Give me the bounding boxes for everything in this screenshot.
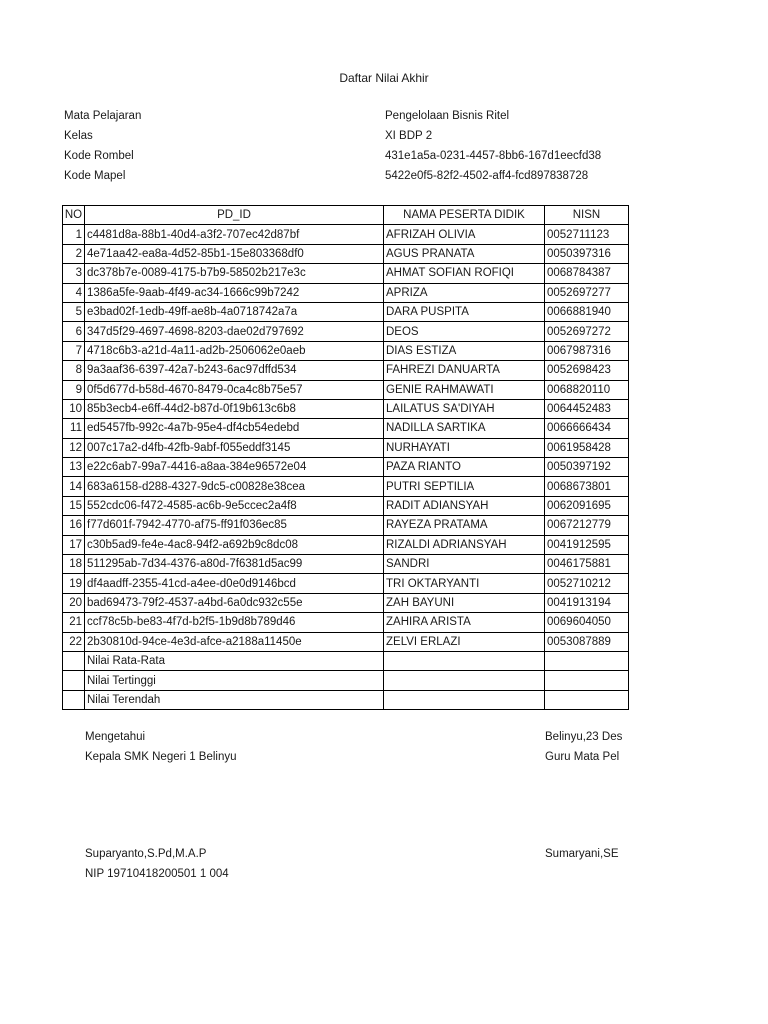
footer-place-date: Belinyu,23 Des xyxy=(545,731,623,743)
table-row xyxy=(63,283,629,302)
cell-nisn: 0068784387 xyxy=(545,264,629,283)
header-nisn: NISN xyxy=(545,206,629,225)
cell-no: 11 xyxy=(63,419,85,438)
cell-nisn: 0052698423 xyxy=(545,361,629,380)
cell-no: 2 xyxy=(63,244,85,263)
cell-no: 19 xyxy=(63,574,85,593)
cell-nisn xyxy=(545,651,629,670)
cell-name xyxy=(384,690,545,709)
cell-nisn: 0068673801 xyxy=(545,477,629,496)
footer-mengetahui: Mengetahui xyxy=(85,731,146,743)
grade-table xyxy=(62,205,629,710)
cell-pd-id: e22c6ab7-99a7-4416-a8aa-384e96572e04 xyxy=(85,458,384,477)
table-row xyxy=(63,302,629,321)
cell-name: ZAH BAYUNI xyxy=(384,593,545,612)
table-row xyxy=(63,322,629,341)
cell-nisn: 0041912595 xyxy=(545,535,629,554)
cell-nisn: 0052711123 xyxy=(545,225,629,244)
cell-name: FAHREZI DANUARTA xyxy=(384,361,545,380)
table-body xyxy=(63,225,629,710)
cell-nisn: 0064452483 xyxy=(545,399,629,418)
cell-no: 9 xyxy=(63,380,85,399)
cell-no: 6 xyxy=(63,322,85,341)
table-row xyxy=(63,264,629,283)
cell-name: AGUS PRANATA xyxy=(384,244,545,263)
cell-no: 18 xyxy=(63,555,85,574)
cell-nisn: 0052710212 xyxy=(545,574,629,593)
cell-pd-id: c30b5ad9-fe4e-4ac8-94f2-a692b9c8dc08 xyxy=(85,535,384,554)
cell-name: RAYEZA PRATAMA xyxy=(384,516,545,535)
cell-no: 1 xyxy=(63,225,85,244)
cell-no: 12 xyxy=(63,438,85,457)
cell-nisn: 0053087889 xyxy=(545,632,629,651)
header-no: NO xyxy=(63,206,85,225)
summary-label: Nilai Tertinggi xyxy=(85,671,384,690)
cell-pd-id: f77d601f-7942-4770-af75-ff91f036ec85 xyxy=(85,516,384,535)
cell-pd-id: dc378b7e-0089-4175-b7b9-58502b217e3c xyxy=(85,264,384,283)
info-label-kode-mapel: Kode Mapel xyxy=(64,170,126,182)
cell-nisn: 0061958428 xyxy=(545,438,629,457)
info-label-kelas: Kelas xyxy=(64,130,93,142)
cell-name: DEOS xyxy=(384,322,545,341)
table-row xyxy=(63,419,629,438)
cell-no: 14 xyxy=(63,477,85,496)
table-row xyxy=(63,361,629,380)
footer-guru-name: Sumaryani,SE xyxy=(545,848,619,860)
cell-pd-id: 9a3aaf36-6397-42a7-b243-6ac97dffd534 xyxy=(85,361,384,380)
cell-name: ZELVI ERLAZI xyxy=(384,632,545,651)
cell-pd-id: 552cdc06-f472-4585-ac6b-9e5ccec2a4f8 xyxy=(85,496,384,515)
cell-name: NADILLA SARTIKA xyxy=(384,419,545,438)
cell-name: GENIE RAHMAWATI xyxy=(384,380,545,399)
header-pd-id: PD_ID xyxy=(85,206,384,225)
summary-row xyxy=(63,651,629,670)
table-row xyxy=(63,555,629,574)
table-row xyxy=(63,496,629,515)
cell-pd-id: 007c17a2-d4fb-42fb-9abf-f055eddf3145 xyxy=(85,438,384,457)
table-row xyxy=(63,244,629,263)
table-row xyxy=(63,458,629,477)
table-row xyxy=(63,593,629,612)
header-nama: NAMA PESERTA DIDIK xyxy=(384,206,545,225)
cell-pd-id: 347d5f29-4697-4698-8203-dae02d797692 xyxy=(85,322,384,341)
cell-no: 3 xyxy=(63,264,85,283)
cell-pd-id: 4718c6b3-a21d-4a11-ad2b-2506062e0aeb xyxy=(85,341,384,360)
table-header-row xyxy=(63,206,629,225)
cell-pd-id: c4481d8a-88b1-40d4-a3f2-707ec42d87bf xyxy=(85,225,384,244)
cell-nisn: 0052697272 xyxy=(545,322,629,341)
table-row xyxy=(63,438,629,457)
info-value-kelas: XI BDP 2 xyxy=(385,130,433,142)
cell-no: 7 xyxy=(63,341,85,360)
info-value-mata-pelajaran: Pengelolaan Bisnis Ritel xyxy=(385,110,510,122)
cell-name: PAZA RIANTO xyxy=(384,458,545,477)
cell-name: PUTRI SEPTILIA xyxy=(384,477,545,496)
cell-nisn: 0067212779 xyxy=(545,516,629,535)
cell-nisn: 0069604050 xyxy=(545,613,629,632)
cell-no: 15 xyxy=(63,496,85,515)
footer-kepala-name: Suparyanto,S.Pd,M.A.P xyxy=(85,848,207,860)
table-row xyxy=(63,380,629,399)
cell-no: 5 xyxy=(63,302,85,321)
cell-no: 17 xyxy=(63,535,85,554)
cell-pd-id: 511295ab-7d34-4376-a80d-7f6381d5ac99 xyxy=(85,555,384,574)
cell-name: TRI OKTARYANTI xyxy=(384,574,545,593)
cell-nisn: 0066881940 xyxy=(545,302,629,321)
cell-name: ZAHIRA ARISTA xyxy=(384,613,545,632)
document-title: Daftar Nilai Akhir xyxy=(339,71,429,85)
cell-no: 4 xyxy=(63,283,85,302)
footer-guru-title: Guru Mata Pel xyxy=(545,751,620,763)
cell-nisn: 0050397192 xyxy=(545,458,629,477)
table-row xyxy=(63,477,629,496)
cell-name: DARA PUSPITA xyxy=(384,302,545,321)
cell-no xyxy=(63,690,85,709)
footer-right-block xyxy=(545,728,629,878)
cell-name: AFRIZAH OLIVIA xyxy=(384,225,545,244)
table-row xyxy=(63,574,629,593)
cell-nisn: 0050397316 xyxy=(545,244,629,263)
cell-nisn xyxy=(545,690,629,709)
table-row xyxy=(63,632,629,651)
cell-name: SANDRI xyxy=(384,555,545,574)
footer-kepala-nip: NIP 19710418200501 1 004 xyxy=(85,868,229,880)
cell-pd-id: 2b30810d-94ce-4e3d-afce-a2188a11450e xyxy=(85,632,384,651)
cell-pd-id: ccf78c5b-be83-4f7d-b2f5-1b9d8b789d46 xyxy=(85,613,384,632)
cell-nisn xyxy=(545,671,629,690)
cell-pd-id: 4e71aa42-ea8a-4d52-85b1-15e803368df0 xyxy=(85,244,384,263)
table-row xyxy=(63,613,629,632)
summary-label: Nilai Rata-Rata xyxy=(85,651,384,670)
cell-name: RIZALDI ADRIANSYAH xyxy=(384,535,545,554)
cell-pd-id: 1386a5fe-9aab-4f49-ac34-1666c99b7242 xyxy=(85,283,384,302)
cell-name xyxy=(384,671,545,690)
info-value-kode-rombel: 431e1a5a-0231-4457-8bb6-167d1eecfd38 xyxy=(385,150,602,162)
cell-pd-id: df4aadff-2355-41cd-a4ee-d0e0d9146bcd xyxy=(85,574,384,593)
table-row xyxy=(63,516,629,535)
cell-nisn: 0068820110 xyxy=(545,380,629,399)
cell-nisn: 0066666434 xyxy=(545,419,629,438)
cell-pd-id: ed5457fb-992c-4a7b-95e4-df4cb54edebd xyxy=(85,419,384,438)
cell-name: LAILATUS SA'DIYAH xyxy=(384,399,545,418)
cell-no: 8 xyxy=(63,361,85,380)
cell-no: 13 xyxy=(63,458,85,477)
cell-no: 22 xyxy=(63,632,85,651)
cell-name: NURHAYATI xyxy=(384,438,545,457)
cell-no: 21 xyxy=(63,613,85,632)
summary-row xyxy=(63,671,629,690)
cell-pd-id: 0f5d677d-b58d-4670-8479-0ca4c8b75e57 xyxy=(85,380,384,399)
cell-nisn: 0046175881 xyxy=(545,555,629,574)
cell-name: AHMAT SOFIAN ROFIQI xyxy=(384,264,545,283)
summary-label: Nilai Terendah xyxy=(85,690,384,709)
table-row xyxy=(63,399,629,418)
cell-nisn: 0052697277 xyxy=(545,283,629,302)
info-value-kode-mapel: 5422e0f5-82f2-4502-aff4-fcd897838728 xyxy=(385,170,589,182)
cell-no xyxy=(63,651,85,670)
cell-no: 16 xyxy=(63,516,85,535)
cell-pd-id: bad69473-79f2-4537-a4bd-6a0dc932c55e xyxy=(85,593,384,612)
cell-name xyxy=(384,651,545,670)
table-row xyxy=(63,225,629,244)
cell-no: 20 xyxy=(63,593,85,612)
cell-nisn: 0041913194 xyxy=(545,593,629,612)
cell-name: DIAS ESTIZA xyxy=(384,341,545,360)
cell-nisn: 0067987316 xyxy=(545,341,629,360)
cell-pd-id: 683a6158-d288-4327-9dc5-c00828e38cea xyxy=(85,477,384,496)
info-label-mata-pelajaran: Mata Pelajaran xyxy=(64,110,142,122)
cell-pd-id: 85b3ecb4-e6ff-44d2-b87d-0f19b613c6b8 xyxy=(85,399,384,418)
footer-kepala-sekolah: Kepala SMK Negeri 1 Belinyu xyxy=(85,751,237,763)
cell-nisn: 0062091695 xyxy=(545,496,629,515)
info-label-kode-rombel: Kode Rombel xyxy=(64,150,134,162)
cell-pd-id: e3bad02f-1edb-49ff-ae8b-4a0718742a7a xyxy=(85,302,384,321)
cell-name: RADIT ADIANSYAH xyxy=(384,496,545,515)
table-row xyxy=(63,341,629,360)
cell-no xyxy=(63,671,85,690)
table-row xyxy=(63,535,629,554)
cell-no: 10 xyxy=(63,399,85,418)
summary-row xyxy=(63,690,629,709)
cell-name: APRIZA xyxy=(384,283,545,302)
